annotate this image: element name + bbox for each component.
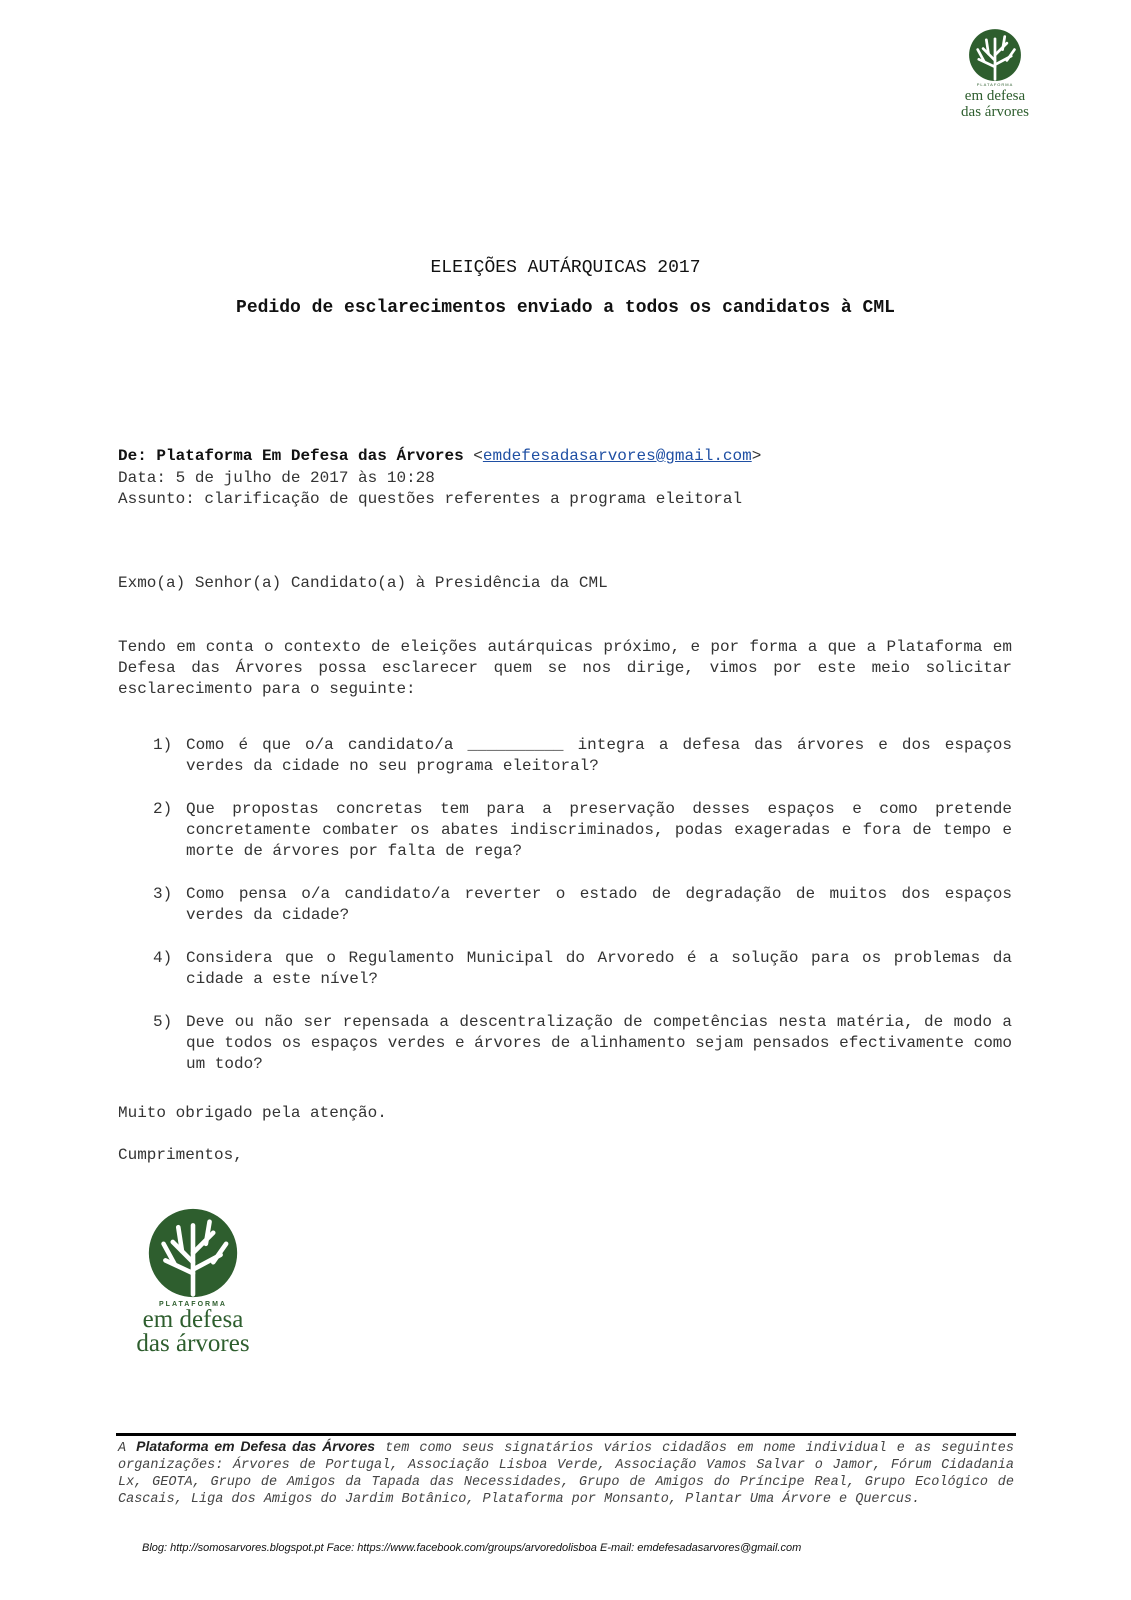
- footer-org-name: Plataforma em Defesa das Árvores: [136, 1438, 376, 1454]
- list-item: [118, 1012, 1012, 1075]
- footer-signatories: [118, 1438, 1014, 1508]
- thanks-line: Muito obrigado pela atenção.: [118, 1104, 387, 1122]
- salutation: Exmo(a) Senhor(a) Candidato(a) à Presidência da CML: [118, 574, 608, 592]
- question-text: Considera que o Regulamento Municipal do Arvoredo é a solução para os problemas da cidade a este nível?: [186, 949, 1012, 988]
- question-number: 5): [153, 1013, 173, 1031]
- email-date-line: [118, 468, 435, 489]
- from-name: Plataforma Em Defesa das Árvores: [156, 447, 464, 465]
- logo-line-1: em defesa: [142, 1306, 244, 1333]
- from-email-link[interactable]: emdefesadasarvores@gmail.com: [482, 447, 752, 465]
- logo-small-label: PLATAFORMA: [976, 82, 1014, 87]
- list-item: [118, 735, 1012, 777]
- subject-value: clarificação de questões referentes a programa eleitoral: [204, 490, 743, 508]
- email-subject-line: [118, 489, 742, 510]
- footer-contact[interactable]: Blog: http://somosarvores.blogspot.pt Face: https://www.facebook.com/groups/arvoredolisboa E-mail: emdefesadasarvores@gmail.com: [142, 1542, 802, 1554]
- date-value: 5 de julho de 2017 às 10:28: [175, 469, 435, 487]
- question-number: 2): [153, 800, 173, 818]
- tree-logo-icon: [968, 28, 1022, 82]
- header-logo: [955, 28, 1035, 119]
- logo-line-2: das árvores: [136, 1330, 250, 1357]
- logo-small-label: PLATAFORMA: [159, 1301, 227, 1308]
- footer-prefix: A: [118, 1441, 127, 1456]
- intro-paragraph: Tendo em conta o contexto de eleições autárquicas próximo, e por forma a que a Plataforma em Defesa das Árvores possa esclarecer quem se nos dirige, vimos por este meio solicitar esclarecimento para o seguinte:: [118, 638, 1012, 698]
- page-subtitle: Pedido de esclarecimentos enviado a todos os candidatos à CML: [236, 298, 895, 318]
- subject-label: Assunto:: [118, 490, 195, 508]
- list-item: [118, 948, 1012, 990]
- question-text: Como pensa o/a candidato/a reverter o estado de degradação de muitos dos espaços verdes da cidade?: [186, 885, 1012, 924]
- question-text: Que propostas concretas tem para a preservação desses espaços e como pretende concretamente combater os abates indiscriminados, podas exageradas e fora de tempo e morte de árvores por falta de rega?: [186, 800, 1012, 860]
- footer-text: tem como seus signatários vários cidadãos em nome individual e as seguintes organizações: Árvores de Portugal, Associação Lisboa Verde, Associação Vamos Salvar o Jamor, Fórum Cidadania Lx, GEOTA, Grupo de Amigos da Tapada das Necessidades, Grupo de Amigos do Príncipe Real, Grupo Ecológico de Cascais, Liga dos Amigos do Jardim Botânico, Plataforma por Monsanto, Plantar Uma Árvore e Quercus.: [118, 1441, 1014, 1507]
- logo-line-1: em defesa: [964, 88, 1026, 104]
- page-title: ELEIÇÕES AUTÁRQUICAS 2017: [430, 258, 701, 278]
- logo-line-2: das árvores: [961, 104, 1029, 120]
- list-item: [118, 799, 1012, 862]
- email-from-line: De: Plataforma Em Defesa das Árvores <emdefesadasarvores@gmail.com>: [118, 447, 762, 465]
- from-label: De:: [118, 447, 147, 465]
- signature-logo: [118, 1207, 268, 1356]
- question-text: Como é que o/a candidato/a __________ integra a defesa das árvores e dos espaços verdes da cidade no seu programa eleitoral?: [186, 736, 1012, 775]
- tree-logo-icon: [147, 1207, 239, 1299]
- list-item: [118, 884, 1012, 926]
- question-text: Deve ou não ser repensada a descentralização de competências nesta matéria, de modo a que todos os espaços verdes e árvores de alinhamento sejam pensados efectivamente como um todo?: [186, 1013, 1012, 1073]
- footer-divider: [116, 1433, 1016, 1436]
- question-number: 4): [153, 949, 173, 967]
- date-label: Data:: [118, 469, 167, 487]
- question-number: 1): [153, 736, 173, 754]
- question-number: 3): [153, 885, 173, 903]
- questions-list: [118, 735, 1012, 1097]
- closing-line: Cumprimentos,: [118, 1146, 243, 1164]
